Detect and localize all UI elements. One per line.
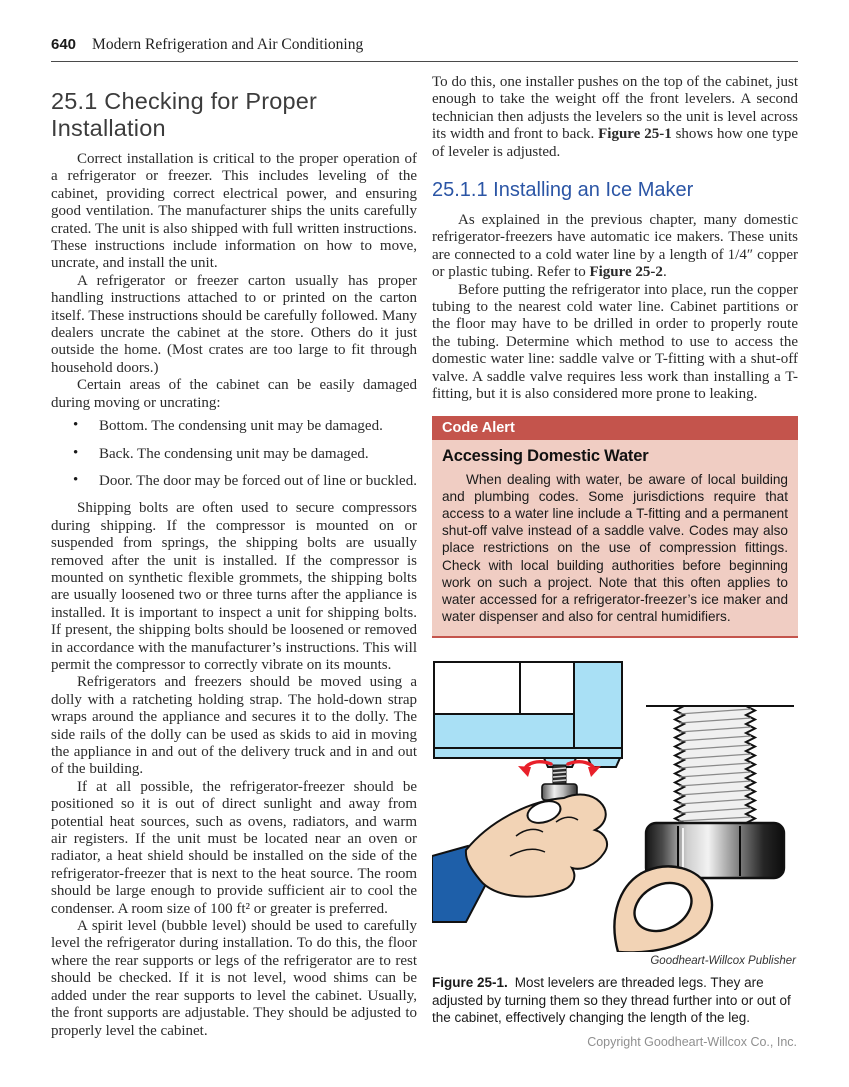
caption-label: Figure 25-1. (432, 975, 508, 991)
paragraph-text: shows how one type of leveler is adjusted. (432, 126, 799, 160)
code-alert-box (432, 416, 798, 639)
bullet-icon: • (73, 444, 79, 461)
left-column (51, 74, 417, 1040)
leveler-enlarged-drawing (646, 706, 794, 878)
paragraph-text: . (662, 264, 667, 281)
damage-bullet-list (51, 418, 417, 490)
body-paragraph: Correct installation is critical to the proper operation of a refrigerator or freezer. This includes leveling of the cabinet, providing correct electrical power, and ensuring good ventilation. The manufacturer ships the units carefully crated. The unit is also shipped with full written instructions. These instructions include information on how to move, uncrate, and install the unit. (51, 151, 417, 272)
body-paragraph: If at all possible, the refrigerator-freezer should be positioned so it is out of direct sunlight and away from potential heat sources, such as ovens, radiators, and warm air registers. If the unit must be located near an oven or radiator, a heat shield should be installed on the side of the refrigerator-freezer that is next to the heat source. The room should be large enough to provide sufficient air to cool the condenser. A room size of 100 ft² or greater is preferred. (51, 778, 417, 917)
body-paragraph: Refrigerators and freezers should be moved using a dolly with a ratcheting holding strap. The hold-down strap wraps around the appliance and secures it to the dolly. The side rails of the dolly can be used as skids to aid in moving the appliance in and out of the delivery truck and in and out of the building. (51, 674, 417, 778)
figure-credit: Goodheart-Willcox Publisher (650, 955, 796, 968)
code-alert-body (432, 440, 798, 639)
running-header (51, 36, 798, 62)
book-title: Modern Refrigeration and Air Conditioning (92, 36, 364, 53)
code-alert-header: Code Alert (432, 416, 798, 440)
cabinet-drawing (434, 662, 622, 767)
section-heading: 25.1 Checking for Proper Installation (51, 88, 318, 141)
code-alert-title: Accessing Domestic Water (442, 446, 649, 465)
paragraph-text: To do this, one installer pushes on the top of the cabinet, just enough to take the weight off the front levelers. A second technician then adjusts the levelers so the unit is level across its width and front to back. (432, 74, 798, 143)
figure-illustration (432, 660, 798, 952)
bullet-icon: • (73, 471, 79, 488)
bullet-text: Back. The condensing unit may be damaged. (99, 445, 369, 462)
code-alert-text: When dealing with water, be aware of local building and plumbing codes. Some jurisdictions require that access to a water line include a T-fitting and a permanent shut-off valve instead of a saddle valve. Codes may also place restrictions on the use of compression fittings. Check with local building authorities before beginning work on such a project. Note that this often applies to water accessed for a refrigerator-freezer’s ice maker and water dispenser and also for central humidifiers. (442, 471, 788, 625)
caption-text: Most levelers are threaded legs. They are adjusted by turning them so they thread further into or out of the cabinet, effectively changing the length of the leg. (432, 975, 791, 1026)
page (51, 36, 798, 1040)
bullet-text: Bottom. The condensing unit may be damaged. (99, 418, 383, 435)
copyright-text: Copyright Goodheart-Willcox Co., Inc. (587, 1035, 797, 1049)
subsection-heading: 25.1.1 Installing an Ice Maker (432, 179, 694, 202)
body-paragraph (432, 74, 798, 161)
paragraph-text: As explained in the previous chapter, many domestic refrigerator-freezers have automatic ice makers. These units are connected to a cold water line by a length of 1/4″ copper or plastic tubing. Refer to (432, 212, 798, 281)
body-paragraph: Before putting the refrigerator into place, run the copper tubing to the nearest cold water line. Cabinet partitions or the floor may have to be drilled in order to properly route the tubing. Determine which method to use to access the domestic water line: saddle valve or T-fitting with a shut-off valve. A saddle valve requires less work than installing a T-fitting, but it is also considered more prone to leaking. (432, 281, 798, 403)
figure-caption (432, 974, 798, 1027)
body-paragraph: Certain areas of the cabinet can be easily damaged during moving or uncrating: (51, 377, 417, 411)
bullet-text: Door. The door may be forced out of line or buckled. (99, 472, 417, 489)
list-item (73, 446, 417, 463)
list-item (73, 418, 417, 435)
bullet-icon: • (73, 417, 79, 434)
figure-reference: Figure 25-2 (589, 264, 663, 281)
figure-reference: Figure 25-1 (598, 126, 672, 143)
right-column (432, 74, 798, 1040)
hand-drawing (432, 795, 607, 922)
body-paragraph (432, 212, 798, 282)
thumb-drawing (614, 867, 712, 953)
body-paragraph: A spirit level (bubble level) should be used to carefully level the refrigerator during installation. To do this, the floor where the rear supports or legs of the refrigerator are to rest should be checked. If it is not level, wood shims can be added under the rear supports to level the cabinet. Usually, the front supports are adjustable. They should be adjusted to properly level the cabinet. (51, 918, 417, 1039)
list-item (73, 473, 417, 490)
body-paragraph: A refrigerator or freezer carton usually has proper handling instructions attached to or printed on the carton itself. These instructions should be carefully followed. Many dealers uncrate the cabinet at the store. Others do it just outside the home. (Most crates are too large to fit through household doors.) (51, 272, 417, 376)
figure-25-1 (432, 660, 798, 1027)
body-paragraph: Shipping bolts are often used to secure compressors during shipping. If the compressor is mounted on or suspended from springs, the shipping bolts are usually removed after the unit is installed. If the compressor is mounted on synthetic flexible grommets, the shipping bolts are usually loosened two or three turns after the appliance is installed. It is important to inspect a unit for shipping bolts. If present, the shipping bolts should be loosened or removed in accordance with the manufacturer’s instructions. This will permit the compressor to correctly vibrate on its mounts. (51, 500, 417, 673)
page-number: 640 (51, 36, 77, 53)
